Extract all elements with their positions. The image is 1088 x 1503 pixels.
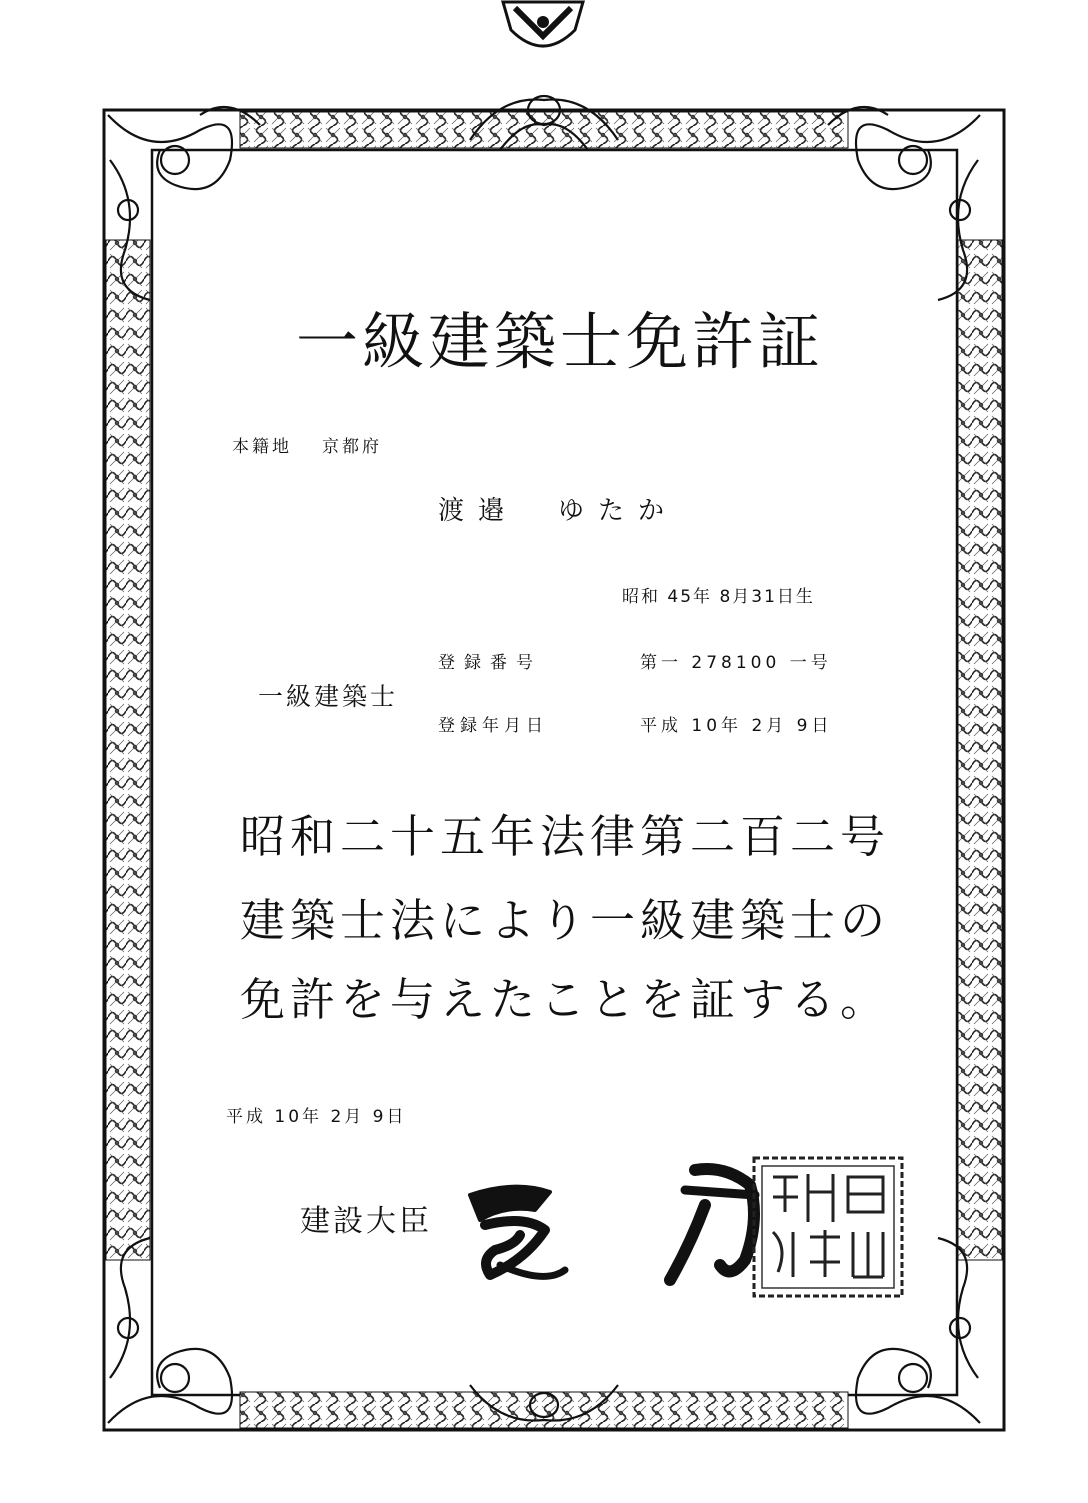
license-classification: 一級建築士 bbox=[258, 682, 399, 711]
statement-line-3: 免許を与えたことを証する。 bbox=[240, 973, 891, 1026]
statement-line-1: 昭和二十五年法律第二百二号 bbox=[240, 810, 891, 863]
registration-date-label: 登録年月日 bbox=[438, 716, 548, 736]
domicile-label: 本籍地 bbox=[232, 437, 292, 457]
registration-date-value: 平成 10年 2月 9日 bbox=[640, 716, 833, 736]
certificate-title: 一級建築士免許証 bbox=[295, 305, 824, 378]
official-seal-stamp bbox=[748, 1152, 908, 1302]
holder-name: 渡邉 ゆたか bbox=[438, 496, 679, 526]
registration-number-value: 第一 278100 一号 bbox=[640, 653, 832, 673]
crest-emblem-icon bbox=[497, 0, 589, 55]
registration-number-label: 登録番号 bbox=[438, 653, 542, 673]
domicile-value: 京都府 bbox=[322, 437, 382, 457]
birth-date: 昭和 45年 8月31日生 bbox=[622, 587, 815, 607]
statement-line-2: 建築士法により一級建築士の bbox=[240, 894, 891, 947]
issue-date: 平成 10年 2月 9日 bbox=[226, 1107, 407, 1127]
issuer-title: 建設大臣 bbox=[300, 1204, 432, 1239]
